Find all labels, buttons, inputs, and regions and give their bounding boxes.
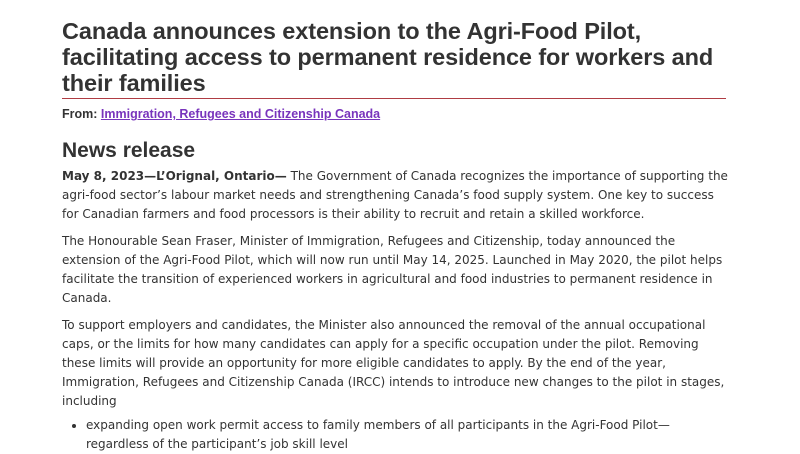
paragraph-2: The Honourable Sean Fraser, Minister of Immigration, Refugees and Citizenship, today announced the extension of the Agri-Food Pilot, which will now run until May 14, 2025. Launched in May 2020, the pilot helps facilitate the transition of experienced workers in agricultural and food industries to permanent residence in Canada. — [62, 234, 723, 305]
list-item: • expanding open work permit access to family members of all participants in the Agri-Food Pilot—regardless of the participant’s job skill level — [86, 416, 732, 454]
paragraph-1-text: The Government of Canada recognizes the importance of supporting the agri-food sector’s labour market needs and strengthening Canada’s food supply system. One key to success for Canadian farmers and food processors is their ability to recruit and retain a skilled workforce. — [62, 169, 728, 221]
article-content — [62, 18, 732, 454]
dateline: May 8, 2023—L’Orignal, Ontario— — [62, 169, 287, 183]
from-label: From: — [62, 107, 98, 121]
department-link[interactable]: Immigration, Refugees and Citizenship Canada — [100, 107, 381, 121]
from-line — [62, 106, 732, 122]
bullet-list — [62, 416, 732, 454]
paragraph-1 — [62, 167, 732, 224]
page-title: Canada announces extension to the Agri-Food Pilot, facilitating access to permanent residence for workers and their families — [62, 18, 726, 99]
section-heading: News release — [62, 139, 196, 162]
paragraph-3: To support employers and candidates, the Minister also announced the removal of the annual occupational caps, or the limits for how many candidates can apply for a specific occupation under the pilot. Removing these limits will provide an opportunity for more eligible candidates to apply. By the end of the year, Immigration, Refugees and Citizenship Canada (IRCC) intends to introduce new changes to the pilot in stages, including — [62, 318, 725, 408]
